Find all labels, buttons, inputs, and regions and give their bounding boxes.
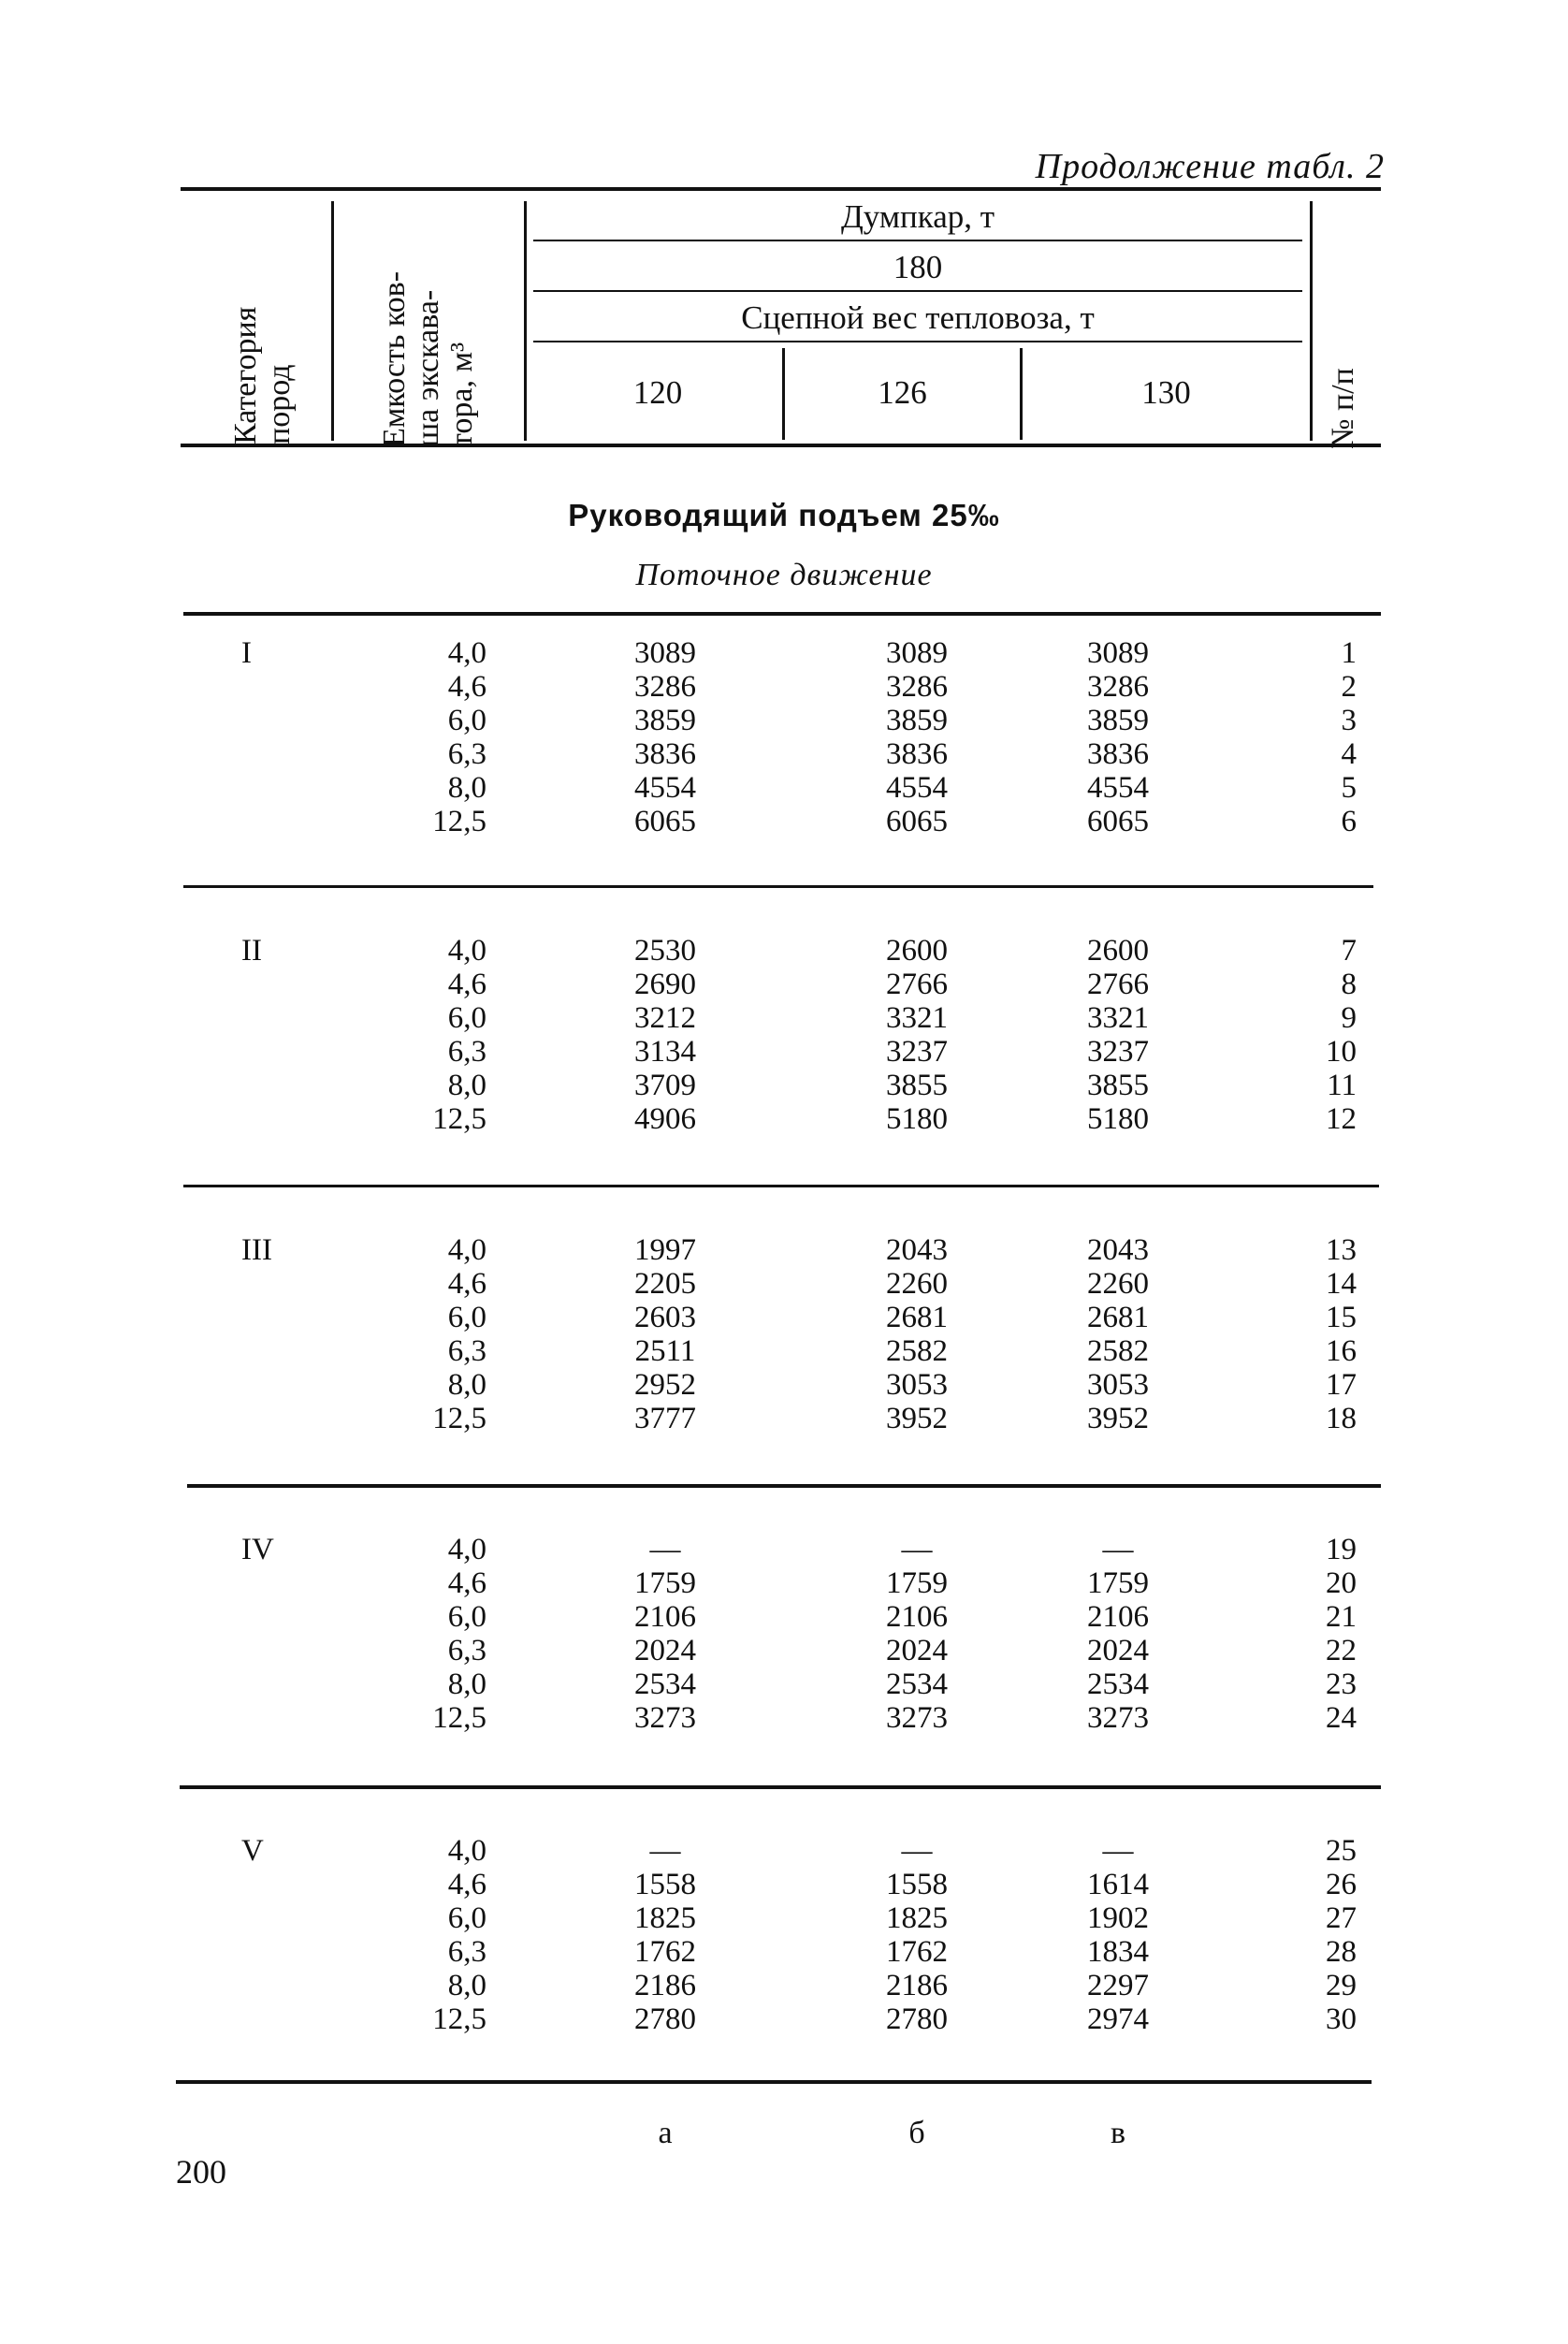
group-rule-3: [183, 1185, 1379, 1187]
value-c-cell: 3321: [1087, 1001, 1149, 1035]
value-c-cell: 1759: [1087, 1566, 1149, 1600]
header-row-number-label: № п/п: [1326, 368, 1360, 449]
capacity-cell: 4,6: [447, 670, 486, 704]
header-weight-120: 120: [632, 374, 683, 411]
capacity-cell: 8,0: [447, 1667, 486, 1701]
capacity-cell: 12,5: [432, 2002, 486, 2036]
value-c-cell: 2974: [1087, 2002, 1149, 2036]
value-a-cell: 2106: [634, 1600, 696, 1634]
capacity-cell: 8,0: [447, 1969, 486, 2002]
value-c-cell: 3952: [1087, 1402, 1149, 1435]
header-top-rule: [181, 187, 1381, 191]
row-number-cell: 21: [1326, 1600, 1357, 1634]
header-rule-coupling: [533, 341, 1302, 342]
table-bottom-rule: [176, 2080, 1372, 2084]
value-b-cell: 2024: [886, 1634, 948, 1667]
capacity-cell: 8,0: [447, 1368, 486, 1402]
row-number-cell: 16: [1326, 1334, 1357, 1368]
value-a-cell: 2205: [634, 1267, 696, 1301]
value-c-cell: 2600: [1087, 934, 1149, 968]
capacity-cell: 6,3: [447, 1035, 486, 1069]
value-c-cell: 3286: [1087, 670, 1149, 704]
capacity-cell: 4,6: [447, 968, 486, 1001]
value-a-cell: 3836: [634, 737, 696, 771]
value-b-cell: 2780: [886, 2002, 948, 2036]
value-a-cell: 2024: [634, 1634, 696, 1667]
row-number-cell: 28: [1326, 1935, 1357, 1969]
header-coupling-label: Сцепной вес тепловоза, т: [741, 299, 1095, 336]
value-a-cell: 3273: [634, 1701, 696, 1735]
group-rule-4: [187, 1484, 1381, 1488]
group-category: IV: [241, 1533, 274, 1566]
capacity-cell: 6,0: [447, 1600, 486, 1634]
row-number-cell: 26: [1326, 1868, 1357, 1901]
header-rule-dumpcar: [533, 240, 1302, 241]
value-b-cell: 3089: [886, 636, 948, 670]
row-number-cell: 3: [1341, 704, 1357, 737]
value-b-cell: 1762: [886, 1935, 948, 1969]
value-a-cell: 3777: [634, 1402, 696, 1435]
value-c-cell: —: [1102, 1834, 1134, 1868]
value-a-cell: 2690: [634, 968, 696, 1001]
capacity-cell: 4,0: [447, 1834, 486, 1868]
value-c-cell: 6065: [1087, 805, 1149, 838]
value-c-cell: 2766: [1087, 968, 1149, 1001]
capacity-cell: 4,6: [447, 1267, 486, 1301]
value-b-cell: 2534: [886, 1667, 948, 1701]
value-b-cell: 1759: [886, 1566, 948, 1600]
capacity-cell: 4,0: [447, 636, 486, 670]
row-number-cell: 20: [1326, 1566, 1357, 1600]
column-letter-v: в: [1110, 2116, 1126, 2150]
value-a-cell: 1762: [634, 1935, 696, 1969]
value-a-cell: —: [649, 1834, 681, 1868]
value-b-cell: —: [901, 1834, 933, 1868]
value-a-cell: 2780: [634, 2002, 696, 2036]
value-c-cell: 2534: [1087, 1667, 1149, 1701]
value-c-cell: 3273: [1087, 1701, 1149, 1735]
value-c-cell: 3855: [1087, 1069, 1149, 1102]
capacity-cell: 6,3: [447, 1634, 486, 1667]
row-number-cell: 15: [1326, 1301, 1357, 1334]
value-a-cell: 2534: [634, 1667, 696, 1701]
header-bottom-rule: [181, 444, 1381, 447]
value-a-cell: 2186: [634, 1969, 696, 2002]
row-number-cell: 8: [1341, 968, 1357, 1001]
value-b-cell: 2766: [886, 968, 948, 1001]
row-number-cell: 2: [1341, 670, 1357, 704]
header-weight-126: 126: [878, 374, 927, 411]
value-a-cell: 4554: [634, 771, 696, 805]
value-b-cell: 3273: [886, 1701, 948, 1735]
group-category: III: [241, 1233, 272, 1267]
value-a-cell: 6065: [634, 805, 696, 838]
row-number-cell: 17: [1326, 1368, 1357, 1402]
value-a-cell: 1825: [634, 1901, 696, 1935]
value-a-cell: 1558: [634, 1868, 696, 1901]
capacity-cell: 4,0: [447, 1533, 486, 1566]
value-b-cell: 2186: [886, 1969, 948, 2002]
group-rule-top: [183, 612, 1381, 616]
value-b-cell: 2260: [886, 1267, 948, 1301]
value-a-cell: —: [649, 1533, 681, 1566]
value-b-cell: 1825: [886, 1901, 948, 1935]
value-b-cell: 3859: [886, 704, 948, 737]
row-number-cell: 29: [1326, 1969, 1357, 2002]
value-c-cell: 3836: [1087, 737, 1149, 771]
capacity-cell: 8,0: [447, 771, 486, 805]
row-number-cell: 11: [1327, 1069, 1357, 1102]
value-b-cell: 3836: [886, 737, 948, 771]
value-c-cell: 3053: [1087, 1368, 1149, 1402]
value-c-cell: 2582: [1087, 1334, 1149, 1368]
section-title: Руководящий подъем 25‰: [568, 498, 1000, 532]
value-b-cell: 4554: [886, 771, 948, 805]
row-number-cell: 5: [1341, 771, 1357, 805]
value-a-cell: 2952: [634, 1368, 696, 1402]
value-b-cell: 2582: [886, 1334, 948, 1368]
capacity-cell: 6,3: [447, 737, 486, 771]
capacity-cell: 6,0: [447, 704, 486, 737]
capacity-cell: 12,5: [432, 1701, 486, 1735]
group-category: V: [241, 1834, 264, 1868]
row-number-cell: 12: [1326, 1102, 1357, 1136]
value-c-cell: 2043: [1087, 1233, 1149, 1267]
value-b-cell: 3321: [886, 1001, 948, 1035]
header-dumpcar-value: 180: [893, 249, 943, 285]
value-c-cell: 1902: [1087, 1901, 1149, 1935]
row-number-cell: 25: [1326, 1834, 1357, 1868]
value-b-cell: 1558: [886, 1868, 948, 1901]
capacity-cell: 6,0: [447, 1301, 486, 1334]
value-c-cell: 2297: [1087, 1969, 1149, 2002]
value-a-cell: 4906: [634, 1102, 696, 1136]
header-rule-180: [533, 290, 1302, 292]
group-category: I: [241, 636, 252, 670]
row-number-cell: 23: [1326, 1667, 1357, 1701]
value-b-cell: 3952: [886, 1402, 948, 1435]
row-number-cell: 22: [1326, 1634, 1357, 1667]
row-number-cell: 6: [1341, 805, 1357, 838]
column-letter-a: а: [658, 2116, 673, 2150]
value-c-cell: 2106: [1087, 1600, 1149, 1634]
capacity-cell: 6,3: [447, 1334, 486, 1368]
value-c-cell: 3237: [1087, 1035, 1149, 1069]
capacity-cell: 4,6: [447, 1566, 486, 1600]
value-a-cell: 2511: [634, 1334, 696, 1368]
group-rule-5: [180, 1785, 1381, 1789]
value-c-cell: 1834: [1087, 1935, 1149, 1969]
value-b-cell: 2106: [886, 1600, 948, 1634]
value-a-cell: 3859: [634, 704, 696, 737]
value-a-cell: 2530: [634, 934, 696, 968]
capacity-cell: 12,5: [432, 805, 486, 838]
row-number-cell: 19: [1326, 1533, 1357, 1566]
value-b-cell: 3237: [886, 1035, 948, 1069]
row-number-cell: 1: [1341, 636, 1357, 670]
column-letter-b: б: [908, 2116, 925, 2150]
value-b-cell: 3855: [886, 1069, 948, 1102]
header-divider-capacity: [524, 201, 527, 441]
capacity-cell: 12,5: [432, 1402, 486, 1435]
row-number-cell: 7: [1341, 934, 1357, 968]
header-capacity-label: Емкость ков- ша экскава- тора, м³: [377, 270, 479, 447]
value-b-cell: —: [901, 1533, 933, 1566]
header-dumpcar-label: Думпкар, т: [840, 198, 995, 235]
capacity-cell: 4,0: [447, 934, 486, 968]
row-number-cell: 24: [1326, 1701, 1357, 1735]
value-b-cell: 2681: [886, 1301, 948, 1334]
value-a-cell: 3709: [634, 1069, 696, 1102]
value-c-cell: 2260: [1087, 1267, 1149, 1301]
header-divider-category: [331, 201, 334, 441]
capacity-cell: 8,0: [447, 1069, 486, 1102]
value-a-cell: 1997: [634, 1233, 696, 1267]
value-a-cell: 3134: [634, 1035, 696, 1069]
value-c-cell: 2024: [1087, 1634, 1149, 1667]
value-c-cell: —: [1102, 1533, 1134, 1566]
value-a-cell: 2603: [634, 1301, 696, 1334]
value-a-cell: 3212: [634, 1001, 696, 1035]
value-c-cell: 4554: [1087, 771, 1149, 805]
value-b-cell: 3286: [886, 670, 948, 704]
row-number-cell: 9: [1341, 1001, 1357, 1035]
value-c-cell: 2681: [1087, 1301, 1149, 1334]
capacity-cell: 6,0: [447, 1901, 486, 1935]
value-a-cell: 1759: [634, 1566, 696, 1600]
page-number: 200: [176, 2153, 226, 2191]
table-continuation-caption: Продолжение табл. 2: [1035, 147, 1385, 186]
row-number-cell: 13: [1326, 1233, 1357, 1267]
group-category: II: [241, 934, 262, 968]
value-b-cell: 6065: [886, 805, 948, 838]
row-number-cell: 30: [1326, 2002, 1357, 2036]
capacity-cell: 4,0: [447, 1233, 486, 1267]
header-divider-rowno: [1310, 201, 1313, 441]
value-b-cell: 5180: [886, 1102, 948, 1136]
row-number-cell: 4: [1341, 737, 1357, 771]
value-c-cell: 1614: [1087, 1868, 1149, 1901]
section-subtitle: Поточное движение: [635, 558, 933, 592]
capacity-cell: 6,3: [447, 1935, 486, 1969]
value-c-cell: 3859: [1087, 704, 1149, 737]
value-b-cell: 2600: [886, 934, 948, 968]
row-number-cell: 10: [1326, 1035, 1357, 1069]
value-a-cell: 3286: [634, 670, 696, 704]
row-number-cell: 27: [1326, 1901, 1357, 1935]
value-c-cell: 3089: [1087, 636, 1149, 670]
row-number-cell: 14: [1326, 1267, 1357, 1301]
row-number-cell: 18: [1326, 1402, 1357, 1435]
capacity-cell: 12,5: [432, 1102, 486, 1136]
header-category-label: Категория пород: [228, 306, 297, 444]
capacity-cell: 4,6: [447, 1868, 486, 1901]
value-c-cell: 5180: [1087, 1102, 1149, 1136]
header-weight-130: 130: [1141, 374, 1191, 411]
value-b-cell: 2043: [886, 1233, 948, 1267]
capacity-cell: 6,0: [447, 1001, 486, 1035]
value-b-cell: 3053: [886, 1368, 948, 1402]
group-rule-2: [183, 885, 1373, 888]
value-a-cell: 3089: [634, 636, 696, 670]
